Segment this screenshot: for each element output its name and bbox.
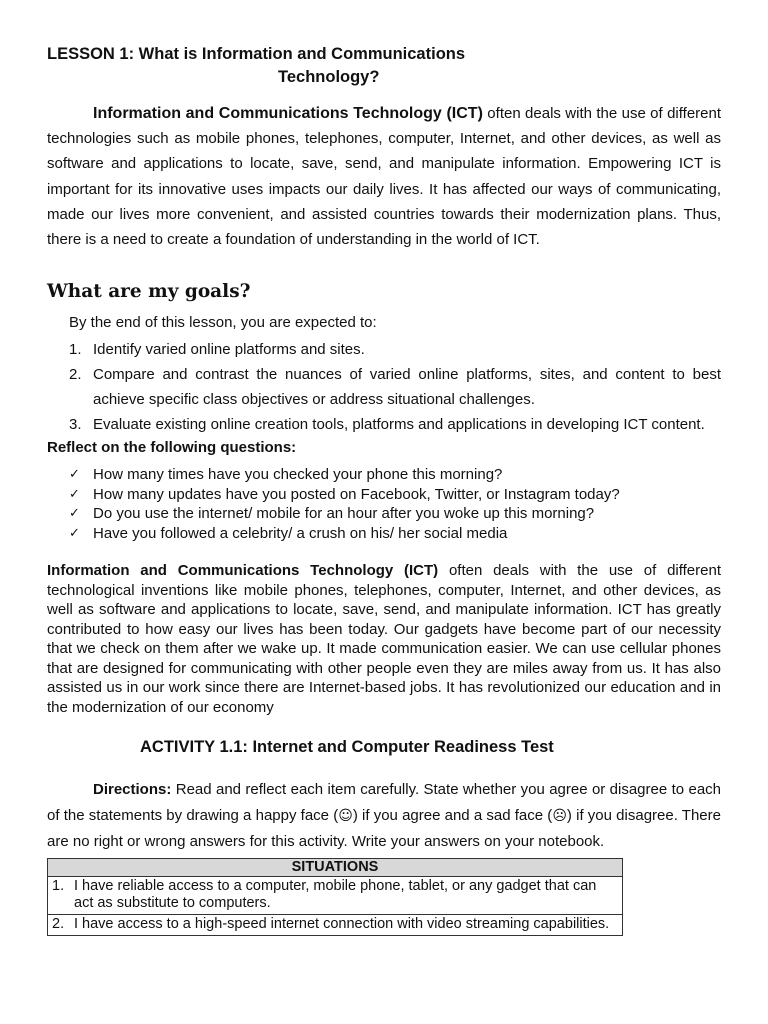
- checkmark-icon: ✓: [69, 467, 80, 482]
- table-row: [48, 877, 623, 915]
- lesson-title-line-1: LESSON 1: What is Information and Communications: [47, 45, 466, 63]
- intro-term: Information and Communications Technology (ICT): [93, 105, 483, 122]
- reflect-question: [69, 524, 721, 544]
- goal-text: Identify varied online platforms and sites.: [93, 341, 365, 358]
- directions-text-1: Read and reflect each item carefully. State whether you agree or disagree to each of the statements by drawing a happy face (: [47, 781, 721, 824]
- lesson-title: [47, 43, 721, 89]
- goal-item: [69, 337, 721, 362]
- situations-table: [47, 858, 623, 936]
- intro-paragraph: [47, 101, 721, 252]
- row-text: I have reliable access to a computer, mobile phone, tablet, or any gadget that can act as substitute to computers.: [74, 878, 597, 911]
- row-number: 2.: [52, 916, 65, 932]
- row-number: 1.: [52, 878, 65, 894]
- goals-list: [69, 337, 721, 437]
- goal-number: 3.: [69, 416, 82, 433]
- directions-text-2: ) if you agree and a sad face (: [352, 806, 553, 824]
- goal-text: Compare and contrast the nuances of varied online platforms, sites, and content to best achieve specific class objectives or address situational challenges.: [93, 366, 721, 408]
- table-row: [48, 915, 623, 936]
- reflect-question: [69, 504, 721, 524]
- row-text: I have access to a high-speed internet connection with video streaming capabilities.: [74, 916, 610, 932]
- checkmark-icon: ✓: [69, 506, 80, 521]
- table-cell: [48, 915, 623, 936]
- question-text: Have you followed a celebrity/ a crush on his/ her social media: [93, 524, 508, 542]
- table-header-row: [48, 859, 623, 877]
- reflect-question: [69, 485, 721, 505]
- table-cell: [48, 877, 623, 915]
- goal-text: Evaluate existing online creation tools, platforms and applications in developing ICT content.: [93, 416, 705, 433]
- directions-label: Directions:: [93, 781, 172, 798]
- ict-term: Information and Communications Technology (ICT): [47, 562, 439, 579]
- question-text: How many updates have you posted on Facebook, Twitter, or Instagram today?: [93, 485, 620, 503]
- goals-heading: What are my goals?: [47, 281, 251, 302]
- goal-number: 2.: [69, 366, 82, 383]
- sad-face-icon: ☹: [552, 807, 567, 824]
- checkmark-icon: ✓: [69, 525, 80, 541]
- goal-item: [69, 412, 721, 437]
- goal-item: [69, 362, 721, 412]
- lesson-title-line-2: Technology?: [278, 68, 380, 86]
- question-text: How many times have you checked your phone this morning?: [93, 466, 503, 483]
- directions-paragraph: [47, 777, 721, 855]
- question-text: Do you use the internet/ mobile for an hour after you woke up this morning?: [93, 505, 595, 522]
- ict-text: often deals with the use of different technological inventions like mobile phones, telephones, computer, Internet, and other devices, as well as software and applications to locate, save, send, and manipulate information. ICT has greatly contributed to how easy our lives has been today. Our gadgets have become part of our necessity that we check on them after we wake up. It made communication easier. We can use cellular phones that are designed for communicating with other people even they are miles away from us. It has also assisted us in our work since there are Internet-based jobs. It has revolutionized our education and in the modernization of our economy: [47, 562, 722, 716]
- directions-text-3: ) if you disagree. There are no right or wrong answers for this activity. Write your answers on your notebook.: [47, 806, 721, 850]
- table-header: SITUATIONS: [48, 859, 623, 877]
- intro-text: often deals with the use of different technologies such as mobile phones, telephones, computer, Internet, and other devices, as well as software and applications to locate, save, send, and manipulate information. Empowering ICT is important for its innovative uses impacts our daily lives. It has affected our ways of communicating, made our lives more convenient, and assisted countries towards their modernization plans. Thus, there is a need to create a foundation of understanding in the world of ICT.: [47, 105, 722, 249]
- reflect-question: [69, 465, 721, 485]
- happy-face-icon: ☺: [338, 807, 353, 824]
- reflect-heading: Reflect on the following questions:: [47, 439, 297, 456]
- checkmark-icon: ✓: [69, 486, 80, 502]
- reflect-questions: [69, 465, 721, 543]
- ict-paragraph: [47, 561, 721, 717]
- goals-intro: By the end of this lesson, you are expected to:: [69, 314, 377, 331]
- goal-number: 1.: [69, 341, 82, 358]
- activity-title: ACTIVITY 1.1: Internet and Computer Readiness Test: [140, 738, 554, 756]
